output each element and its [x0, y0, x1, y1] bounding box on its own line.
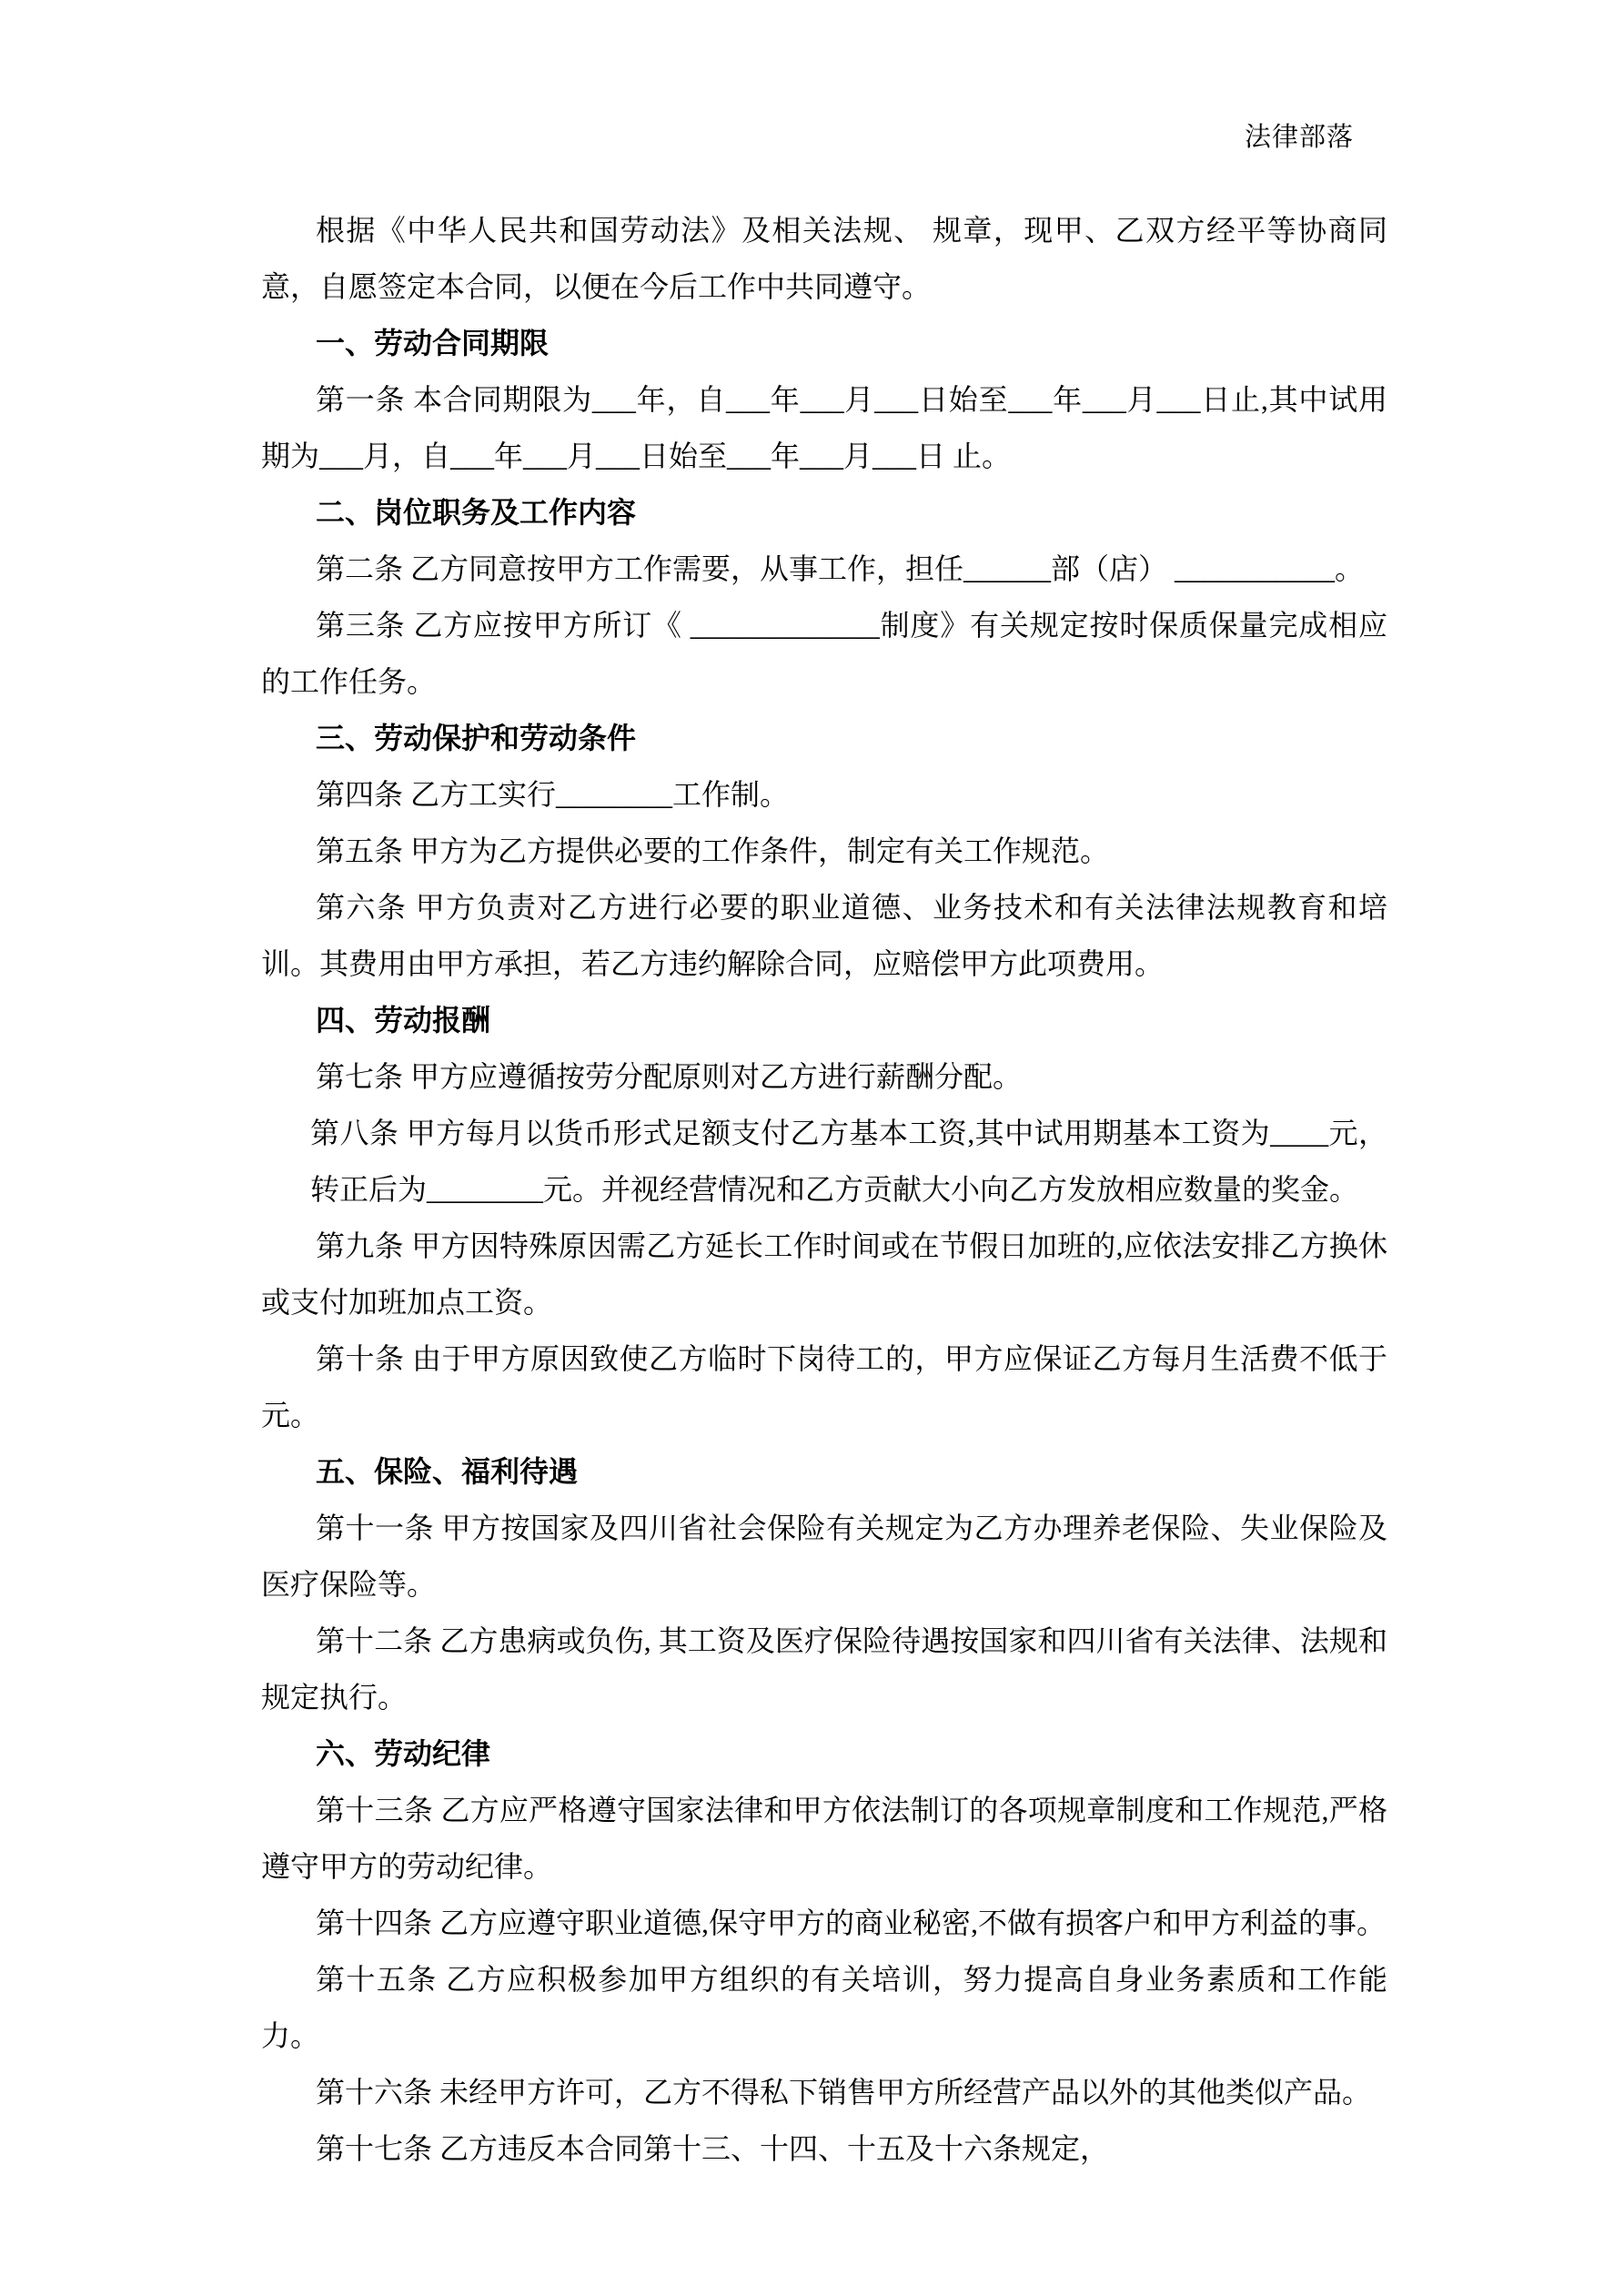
- clause-5: 第五条 甲方为乙方提供必要的工作条件，制定有关工作规范。: [316, 834, 1110, 867]
- clause-7: 第七条 甲方应遵循按劳分配原则对乙方进行薪酬分配。: [316, 1060, 1023, 1093]
- clause-4: 第四条 乙方工实行________工作制。: [316, 778, 790, 811]
- clause-15: 第十五条 乙方应积极参加甲方组织的有关培训，努力提高自身业务素质和工作能力。: [261, 1963, 1387, 2052]
- clause-8: 第八条 甲方每月以货币形式足额支付乙方基本工资,其中试用期基本工资为____元，转正后为________元。并视经营情况和乙方贡献大小向乙方发放相应数量的奖金。: [310, 1117, 1387, 1206]
- section-heading-6: 六、劳动纪律: [316, 1737, 491, 1770]
- clause-3: 第三条 乙方应按甲方所订《 _____________制度》有关规定按时保质保量完成相应的工作任务。: [261, 609, 1387, 698]
- clause-6: 第六条 甲方负责对乙方进行必要的职业道德、业务技术和有关法律法规教育和培训。其费用由甲方承担，若乙方违约解除合同，应赔偿甲方此项费用。: [261, 891, 1387, 980]
- clause-14: 第十四条 乙方应遵守职业道德,保守甲方的商业秘密,不做有损客户和甲方利益的事。: [316, 1907, 1387, 1939]
- clause-17: 第十七条 乙方违反本合同第十三、十四、十五及十六条规定，: [316, 2132, 1110, 2165]
- intro-paragraph: 根据《中华人民共和国劳动法》及相关法规、 规章，现甲、乙双方经平等协商同意，自愿签定本合同，以便在今后工作中共同遵守。: [261, 214, 1387, 303]
- document-body: [261, 202, 1387, 2177]
- clause-10: 第十条 由于甲方原因致使乙方临时下岗待工的，甲方应保证乙方每月生活费不低于元。: [261, 1342, 1387, 1431]
- clause-2: 第二条 乙方同意按甲方工作需要，从事工作，担任______部（店） ___________。: [316, 552, 1365, 585]
- clause-13: 第十三条 乙方应严格遵守国家法律和甲方依法制订的各项规章制度和工作规范,严格遵守甲方的劳动纪律。: [261, 1794, 1387, 1883]
- clause-16: 第十六条 未经甲方许可，乙方不得私下销售甲方所经营产品以外的其他类似产品。: [316, 2076, 1372, 2109]
- section-heading-3: 三、劳动保护和劳动条件: [316, 722, 637, 754]
- clause-11: 第十一条 甲方按国家及四川省社会保险有关规定为乙方办理养老保险、失业保险及医疗保险等。: [261, 1512, 1387, 1601]
- clause-9: 第九条 甲方因特殊原因需乙方延长工作时间或在节假日加班的,应依法安排乙方换休或支付加班加点工资。: [261, 1229, 1387, 1319]
- section-heading-5: 五、保险、福利待遇: [316, 1455, 579, 1488]
- section-heading-2: 二、岗位职务及工作内容: [316, 496, 637, 529]
- clause-12: 第十二条 乙方患病或负伤, 其工资及医疗保险待遇按国家和四川省有关法律、法规和规定执行。: [261, 1624, 1387, 1714]
- section-heading-1: 一、劳动合同期限: [316, 327, 550, 359]
- watermark-text: 法律部落: [1245, 123, 1355, 152]
- clause-1: 第一条 本合同期限为___年，自___年___月___日始至___年___月___日止,其中试用期为___月，自___年___月___日始至___年___月___日 止。: [261, 383, 1387, 472]
- section-heading-4: 四、劳动报酬: [316, 1004, 491, 1037]
